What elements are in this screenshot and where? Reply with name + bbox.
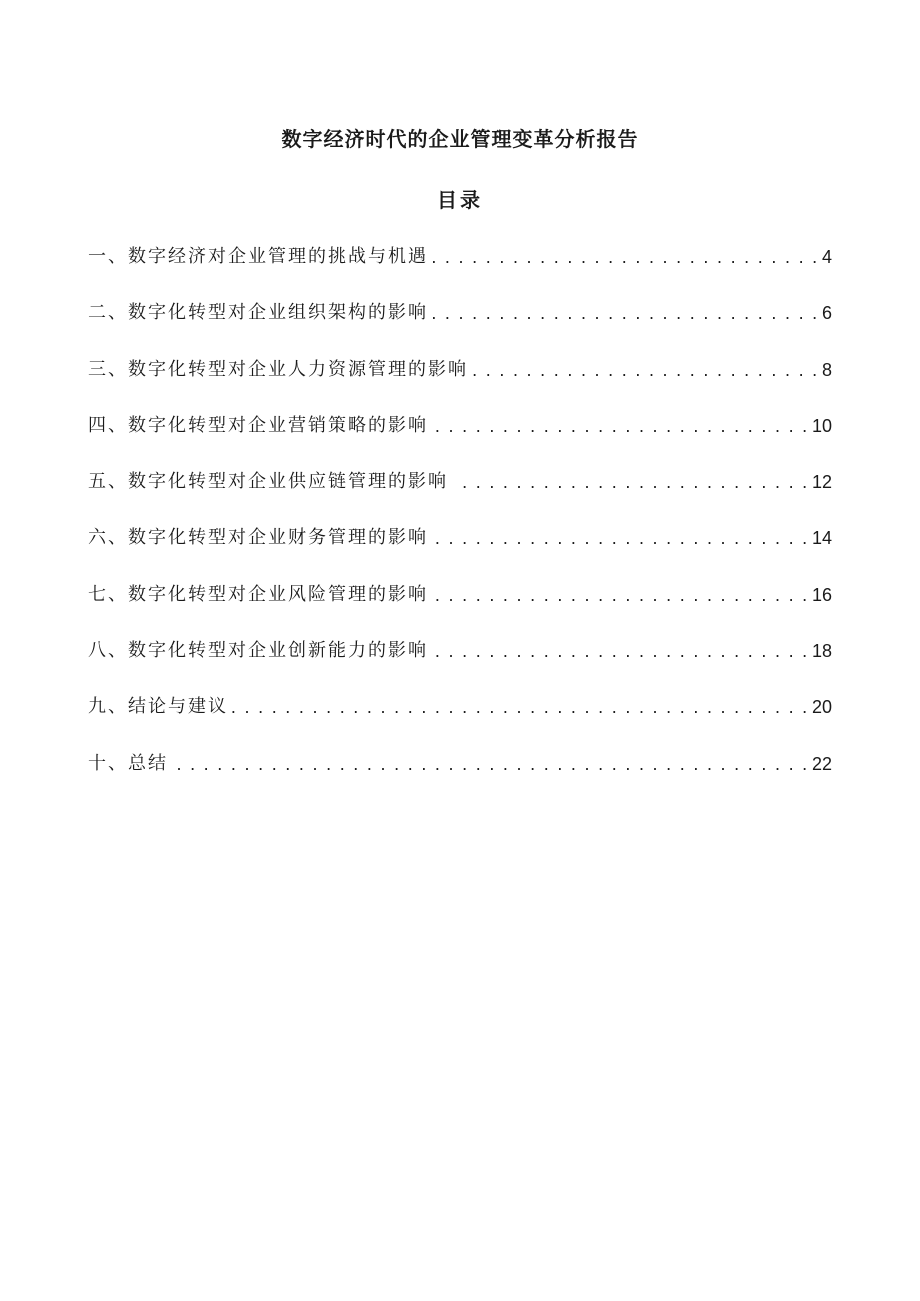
toc-dot-leader bbox=[232, 692, 809, 722]
toc-page-number: 22 bbox=[811, 753, 832, 774]
toc-entry-text: 一、数字经济对企业管理的挑战与机遇 bbox=[88, 246, 428, 267]
toc-entry-text: 三、数字化转型对企业人力资源管理的影响 bbox=[88, 358, 468, 380]
toc-entry-text: 四、数字化转型对企业营销策略的影响 bbox=[88, 414, 428, 436]
toc-entry-3[interactable] bbox=[88, 328, 832, 384]
toc-page-number: 6 bbox=[821, 303, 832, 324]
toc-page-number: 4 bbox=[821, 247, 832, 267]
toc-entry-10[interactable] bbox=[88, 722, 832, 778]
toc-entry-8[interactable] bbox=[88, 610, 832, 666]
toc-entry-7[interactable] bbox=[88, 553, 832, 609]
toc-dot-leader bbox=[172, 749, 809, 779]
toc-dot-leader bbox=[452, 467, 809, 497]
toc-page-number: 14 bbox=[811, 528, 832, 549]
toc-entry-text: 八、数字化转型对企业创新能力的影响 bbox=[88, 640, 428, 662]
toc-page-number: 10 bbox=[811, 415, 832, 436]
toc-dot-leader bbox=[472, 355, 819, 385]
toc-entry-1[interactable] bbox=[88, 242, 832, 272]
toc-entry-text: 五、数字化转型对企业供应链管理的影响 bbox=[88, 471, 448, 493]
toc-page-number: 8 bbox=[821, 359, 832, 380]
toc-dot-leader bbox=[432, 636, 809, 666]
toc-page-number: 16 bbox=[811, 584, 832, 605]
document-title: 数字经济时代的企业管理变革分析报告 bbox=[281, 127, 639, 151]
toc-entry-2[interactable] bbox=[88, 272, 832, 328]
toc-dot-leader bbox=[432, 242, 819, 272]
toc-heading: 目录 bbox=[437, 188, 483, 212]
toc-entry-6[interactable] bbox=[88, 497, 832, 553]
toc-entry-text: 二、数字化转型对企业组织架构的影响 bbox=[88, 302, 428, 324]
toc-dot-leader bbox=[432, 580, 809, 610]
toc-page-number: 18 bbox=[811, 641, 832, 662]
toc-dot-leader bbox=[432, 523, 809, 553]
toc-page-number: 12 bbox=[811, 472, 832, 493]
toc-page-number: 20 bbox=[811, 697, 832, 718]
toc-entry-text: 十、总结 bbox=[88, 752, 168, 774]
toc-entry-5[interactable] bbox=[88, 441, 832, 497]
toc-dot-leader bbox=[432, 411, 809, 441]
toc-dot-leader bbox=[432, 298, 819, 328]
table-of-contents bbox=[88, 242, 832, 779]
toc-entry-text: 六、数字化转型对企业财务管理的影响 bbox=[88, 527, 428, 549]
toc-entry-text: 七、数字化转型对企业风险管理的影响 bbox=[88, 583, 428, 605]
toc-entry-text: 九、结论与建议 bbox=[88, 696, 228, 718]
toc-entry-9[interactable] bbox=[88, 666, 832, 722]
toc-entry-4[interactable] bbox=[88, 385, 832, 441]
